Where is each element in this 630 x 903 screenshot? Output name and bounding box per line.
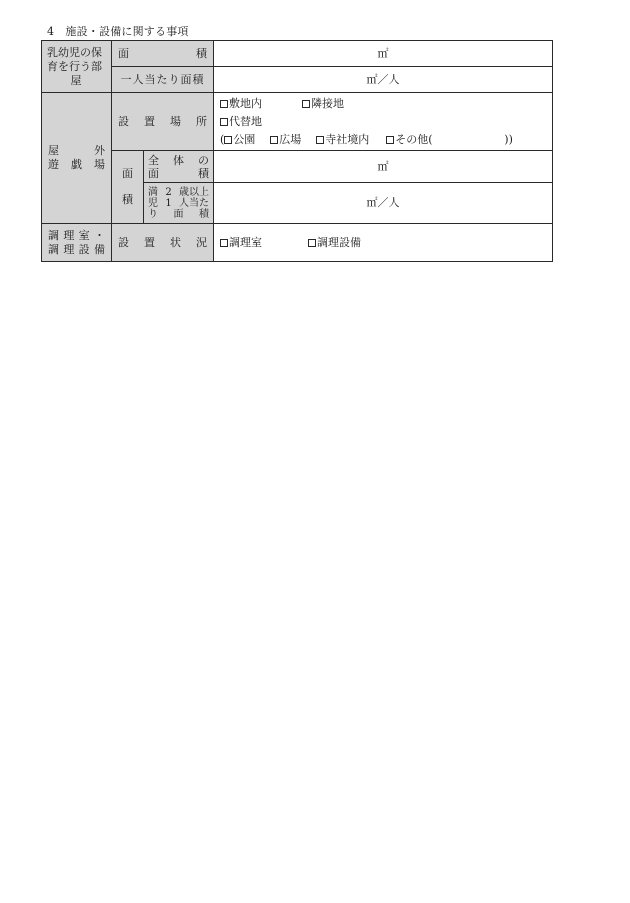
outdoor-total-area-unit: ㎡	[377, 159, 389, 173]
paren-close: ))	[504, 132, 513, 146]
checkbox-plaza[interactable]: 広場	[270, 131, 316, 149]
checkbox-square-icon	[220, 239, 228, 247]
checkbox-temple-grounds[interactable]: 寺社境内	[316, 131, 386, 149]
nursing-area-unit: ㎡	[377, 46, 389, 60]
outdoor-area-group-label-cell	[112, 151, 144, 224]
paren-open: (	[220, 132, 225, 146]
outdoor-location-options-cell	[214, 93, 553, 151]
nursing-area-label-cell	[112, 41, 214, 67]
checkbox-square-icon	[270, 136, 278, 144]
outdoor-per-child-unit: ㎡／人	[366, 196, 400, 209]
outdoor-area-group-label: 面 積	[122, 167, 133, 206]
outdoor-per-child-label-cell	[144, 183, 214, 224]
nursing-per-person-label-cell	[112, 67, 214, 93]
checkbox-kitchen-room[interactable]: 調理室	[220, 234, 308, 252]
nursing-per-person-label: 一人当たり面積	[120, 72, 205, 86]
outdoor-per-child-label: 満 2 歳以上 児 1 人当た り 面 積	[148, 186, 209, 220]
outdoor-total-area-value-cell[interactable]	[214, 151, 553, 183]
kitchen-label-cell	[42, 224, 112, 262]
facility-equipment-table	[41, 40, 553, 262]
kitchen-row	[42, 224, 553, 262]
checkbox-square-icon	[386, 136, 394, 144]
checkbox-square-icon	[302, 100, 310, 108]
outdoor-play-label-line1: 屋 外	[48, 144, 105, 157]
checkbox-park[interactable]: 公園	[224, 131, 270, 149]
kitchen-label: 調 理 室 ・ 調 理 設 備	[48, 228, 105, 256]
outdoor-total-area-row	[42, 151, 553, 183]
checkbox-kitchen-equipment[interactable]: 調理設備	[308, 234, 361, 252]
nursing-room-label-cell	[42, 41, 112, 93]
checkbox-square-icon	[224, 136, 232, 144]
kitchen-status-label-cell	[112, 224, 214, 262]
kitchen-status-label: 設 置 状 況	[118, 235, 207, 249]
outdoor-total-area-label: 全 体 の 面 積	[148, 153, 209, 180]
location-options-line2	[214, 113, 552, 131]
checkbox-adjacent[interactable]: 隣接地	[302, 95, 344, 113]
nursing-area-value-cell[interactable]	[214, 41, 553, 67]
kitchen-options	[214, 234, 552, 252]
nursing-area-row	[42, 41, 553, 67]
section-heading: 4 施設・設備に関する事項	[47, 25, 189, 38]
nursing-per-person-unit: ㎡／人	[366, 72, 400, 86]
nursing-room-label	[42, 46, 111, 88]
nursing-per-person-value-cell[interactable]	[214, 67, 553, 93]
checkbox-other[interactable]: その他(	[386, 131, 504, 149]
checkbox-square-icon	[220, 100, 228, 108]
checkbox-square-icon	[316, 136, 324, 144]
nursing-room-label-line2: 育を行う部	[47, 59, 102, 73]
outdoor-location-row	[42, 93, 553, 151]
outdoor-play-label-line2: 遊 戯 場	[48, 158, 105, 171]
nursing-room-label-line3: 屋	[70, 73, 83, 87]
outdoor-play-label-cell	[42, 93, 112, 224]
checkbox-on-site[interactable]: 敷地内	[220, 95, 302, 113]
nursing-area-label: 面 積	[118, 46, 207, 60]
outdoor-per-child-value-cell[interactable]	[214, 183, 553, 224]
outdoor-location-label-cell	[112, 93, 214, 151]
nursing-per-person-row	[42, 67, 553, 93]
checkbox-square-icon	[220, 118, 228, 126]
outdoor-total-area-label-cell	[144, 151, 214, 183]
kitchen-status-options-cell	[214, 224, 553, 262]
location-options-line1	[214, 95, 552, 113]
outdoor-play-label	[42, 144, 111, 172]
nursing-room-label-line1: 乳幼児の保	[47, 45, 102, 59]
checkbox-substitute-site[interactable]: 代替地	[220, 113, 262, 131]
outdoor-location-label: 設 置 場 所	[118, 114, 207, 128]
location-options-line3	[214, 131, 552, 149]
checkbox-square-icon	[308, 239, 316, 247]
